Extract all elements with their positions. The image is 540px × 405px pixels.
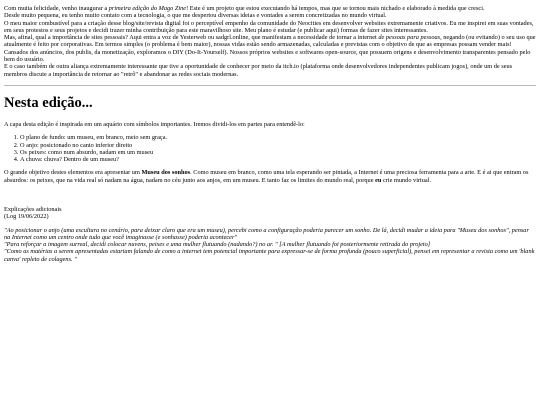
eu-emphasis: eu: [375, 176, 382, 184]
quote-text: "Como as matérias a serem apresentadas estariam falando de como a internet tem potencial importante para expressar-se de forma profunda (pouco superficial), pensei em representar a revista como um 'blank canva' repleto de colagens. ": [4, 248, 535, 263]
extras-quote-2: [4, 241, 536, 248]
goal-text: crie mundo virtual.: [381, 176, 432, 184]
museum-emphasis: Museu dos sonhos: [141, 169, 191, 177]
list-item: 2. O anjo: posicionado no canto inferior direito: [20, 142, 536, 149]
section-title: Nesta edição...: [4, 94, 93, 111]
goal-text: . Como museu em branco, como uma tela esperando ser pintada, a Internet é uma preciosa ferramenta para a arte. E é ai que entram os absurdos: os peixes, que na vida real só nadam na água, nadam no céu junto aos anjos, em um museu. E tanto faz os limites do mundo real, porque: [4, 169, 529, 184]
quote-text: "Para reforçar a imagem surreal, decidi colocar nuvens, peixes e uma mulher flutuando (nadando?) no ar. " [A mulher flutuando foi posteriormente retirada do projeto]: [4, 241, 431, 249]
extras-quote-1: [4, 227, 536, 242]
intro-text: Mas, afinal, qual a importância de sites pessoais? Aqui entra a voz de Yesterweb ou sadgrl.online, que manifestam a necessidade de tornar a internet: [4, 34, 379, 42]
goal-text: O grande objetivo destes elementos era apresentar um: [4, 169, 142, 177]
extras-title: Explicações adicionais: [4, 205, 62, 213]
quote-text: "Ao posicionar o anjo (uma escultura no cenário, para deixar claro que era um museu), percebi como a configuração poderia parecer um sonho. De lá, decidi mudar a ideia para "Museu dos sonhos", pensar na Internet como um centro onde tudo que você imaginasse (e sonhasse) poderia acontecer": [4, 226, 529, 241]
intro-text: Com muita felicidade, venho inaugurar a: [4, 5, 109, 12]
spacer: [4, 184, 536, 206]
list-item: 3. Os peixes: como num absurdo, nadam em um museu: [20, 149, 536, 156]
list-item: 4. A chuva: chuva? Dentro de um museu?: [20, 156, 536, 163]
intro-paragraph-2: Desde muito pequena, eu tenho muito contato com a tecnologia, o que me despertou diversas ideias e vontades a serem concretizadas no mundo virtual.: [4, 12, 387, 20]
intro-text: ! Este é um projeto que estou executando há tempos, mas que se tornou mais nichado e elaborado à medida que cresci.: [186, 5, 485, 12]
intro-paragraph-3: O meu maior combustível para a criação desse blog/site/revista digital foi o perceptível empenho da comunidade do Neocities em desenvolver websites extremamente criativos. Eu me inspirei em suas vontades, em seus protestos e seus projetos e decidi trazer minha contribuição para este maravilhoso site. Meu plano é estudar (e publicar aqui) formas de fazer sites interessantes.: [4, 19, 534, 34]
zine-edition-emphasis: primeira edição do Mago Zine: [108, 5, 187, 12]
section-lead: A capa desta edição é inspirada em um aquário com símbolos importantes. Iremos dividi-los em partes para entendê-lo:: [4, 120, 305, 128]
list-item: 1. O plano de fundo: um museu, em branco, meio sem graça.: [20, 134, 536, 141]
intro-paragraph-1: [4, 5, 536, 12]
symbols-list: [4, 134, 536, 163]
goal-paragraph: [4, 169, 536, 184]
intro-text: , negando (ou evitando) o seu uso que atualmente é feito por corporativas. Em termos simples (o problema é bem maior), nossas vidas estão sendo armazenadas, calculadas e previstas com o objetivo de que as empresas possam vender mais! Cansados dos anúncios, dos publis, da monetização, exploramos o DIY (Do-It-Yourself). Nossos próprios websites e softwares open-source, que possuem origens e desenvolvimento transparentes pensado pelo bem do usuário.: [4, 34, 536, 64]
people-emphasis: de pessoas para pessoas: [378, 34, 441, 42]
intro-section: [4, 5, 536, 78]
extras-date: (Log 19/06/2022): [4, 213, 49, 221]
intro-paragraph-5: E o caso também de outra aliança extremamente interessante que tive a oportunidade de conhecer por meio da itch.io (plataforma onde desenvolvedores independentes publicam jogos), onde um de seus membros discute a importância de retornar ao "retrô" e abandonar as redes sociais modernas.: [4, 63, 513, 78]
intro-paragraph-4: [4, 34, 536, 63]
section-divider: [4, 85, 536, 86]
extras-quote-3: [4, 248, 536, 263]
